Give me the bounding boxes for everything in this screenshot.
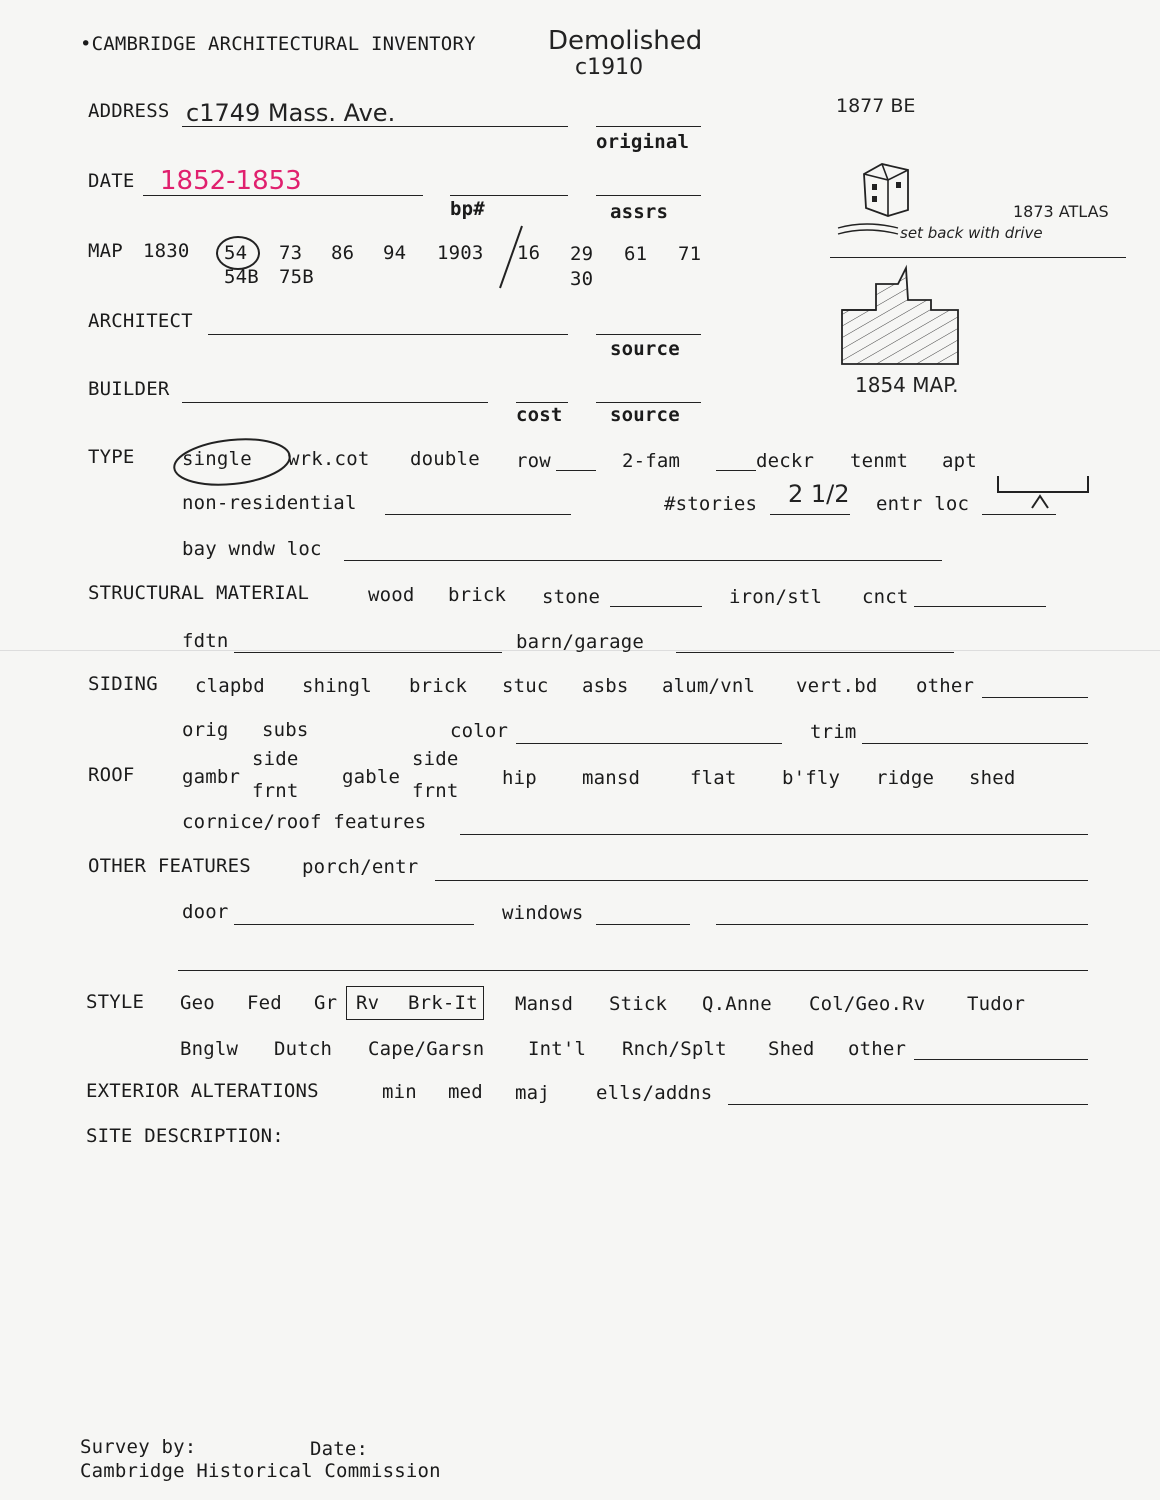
style-other-line <box>914 1059 1088 1060</box>
ext-alt-min: min <box>382 1081 417 1103</box>
roof-gable-side: side <box>412 748 459 770</box>
demolished-year-note: c1910 <box>575 55 644 80</box>
orig-label: orig <box>182 719 229 741</box>
stories-value: 2 1/2 <box>788 480 850 508</box>
assrs-line <box>596 195 701 196</box>
style-label: STYLE <box>86 991 145 1013</box>
demolished-note: Demolished <box>548 26 703 56</box>
siding-alum: alum/vnl <box>662 675 756 697</box>
architect-line <box>208 334 568 335</box>
date-value: 1852-1853 <box>160 166 302 196</box>
siding-brick: brick <box>409 675 468 697</box>
windows-line-1 <box>596 924 690 925</box>
ext-alt-ells: ells/addns <box>596 1082 713 1104</box>
style-bnglw: Bnglw <box>180 1038 239 1060</box>
corner-note: 1877 BE <box>836 95 916 117</box>
roof-bfly: b'fly <box>782 767 841 789</box>
setback-underline <box>830 257 1126 258</box>
map-86: 86 <box>331 242 355 264</box>
cost-label: cost <box>516 404 563 426</box>
type-row: row <box>516 450 551 472</box>
cornice-label: cornice/roof features <box>182 811 427 833</box>
roof-gambr-side: side <box>252 748 299 770</box>
survey-by-label: Survey by: <box>80 1436 197 1458</box>
type-tenmt: tenmt <box>850 450 909 472</box>
roof-label: ROOF <box>88 764 135 786</box>
structural-cnct-line <box>914 606 1046 607</box>
color-label: color <box>450 720 509 742</box>
entr-loc-label: entr loc <box>876 493 970 515</box>
cost-line <box>516 402 568 403</box>
windows-label: windows <box>502 902 584 924</box>
style-brk-it: Brk-It <box>408 992 478 1014</box>
style-stick: Stick <box>609 993 668 1015</box>
trim-line <box>862 743 1088 744</box>
stories-label: #stories <box>664 493 758 515</box>
roof-shed: shed <box>969 767 1016 789</box>
map-61: 61 <box>624 243 648 265</box>
subs-label: subs <box>262 719 309 741</box>
bay-wndw-line <box>344 560 942 561</box>
style-other: other <box>848 1038 907 1060</box>
stories-line <box>770 514 850 515</box>
map-29: 29 <box>570 243 594 265</box>
cornice-line <box>460 834 1088 835</box>
style-rnch: Rnch/Splt <box>622 1038 727 1060</box>
bp-label: bp# <box>450 198 485 220</box>
original-label: original <box>596 131 690 153</box>
style-rv: Rv <box>356 992 380 1014</box>
style-tudor: Tudor <box>967 993 1026 1015</box>
survey-date-label: Date: <box>310 1438 369 1460</box>
ext-alt-med: med <box>448 1081 483 1103</box>
type-single-circle <box>168 434 300 494</box>
date-label: DATE <box>88 170 135 192</box>
builder-source-label: source <box>610 404 680 426</box>
other-features-label: OTHER FEATURES <box>88 855 251 877</box>
fdtn-line <box>234 652 502 653</box>
architect-label: ARCHITECT <box>88 310 193 332</box>
style-intl: Int'l <box>528 1038 587 1060</box>
type-apt: apt <box>942 450 977 472</box>
type-2-fam: 2-fam <box>622 450 681 472</box>
roof-mansd: mansd <box>582 767 641 789</box>
style-cape: Cape/Garsn <box>368 1038 485 1060</box>
original-line <box>596 126 701 127</box>
structural-brick: brick <box>448 584 507 606</box>
porch-line <box>435 880 1088 881</box>
map-1903: 1903 <box>437 242 484 264</box>
type-deckr: deckr <box>756 450 815 472</box>
roof-ridge: ridge <box>876 767 935 789</box>
fdtn-label: fdtn <box>182 630 229 652</box>
siding-shingl: shingl <box>302 675 372 697</box>
site-description-label: SITE DESCRIPTION: <box>86 1125 284 1147</box>
structural-wood: wood <box>368 584 415 606</box>
style-gr: Gr <box>314 992 338 1014</box>
map-30: 30 <box>570 268 594 290</box>
map-75b: 75B <box>279 266 314 288</box>
map-54-circle <box>216 236 260 270</box>
map-94: 94 <box>383 242 407 264</box>
structural-label: STRUCTURAL MATERIAL <box>88 582 310 604</box>
barn-line <box>676 652 954 653</box>
architect-source-line <box>596 334 701 335</box>
roof-gable: gable <box>342 766 401 788</box>
type-double: double <box>410 448 480 470</box>
address-label: ADDRESS <box>88 100 170 122</box>
roof-hip: hip <box>502 767 537 789</box>
structural-stone-line <box>610 606 702 607</box>
trim-label: trim <box>810 721 857 743</box>
form-title-text: CAMBRIDGE ARCHITECTURAL INVENTORY <box>91 33 476 55</box>
builder-label: BUILDER <box>88 378 170 400</box>
structural-stone: stone <box>542 586 601 608</box>
windows-line-2 <box>716 924 1088 925</box>
roof-gambr: gambr <box>182 766 241 788</box>
barn-label: barn/garage <box>516 631 645 653</box>
type-deckr-line <box>716 470 756 471</box>
structural-iron: iron/stl <box>729 586 823 608</box>
address-value: c1749 Mass. Ave. <box>186 99 396 127</box>
siding-vert-bd: vert.bd <box>796 675 878 697</box>
porch-label: porch/entr <box>302 856 419 878</box>
style-dutch: Dutch <box>274 1038 333 1060</box>
map-71: 71 <box>678 243 702 265</box>
siding-other: other <box>916 675 975 697</box>
style-selection-box <box>346 986 484 1020</box>
ext-alt-label: EXTERIOR ALTERATIONS <box>86 1080 319 1102</box>
siding-other-line <box>982 697 1088 698</box>
door-label: door <box>182 901 229 923</box>
color-line <box>516 743 782 744</box>
type-label: TYPE <box>88 446 135 468</box>
builder-line <box>182 402 488 403</box>
ext-alt-line <box>728 1104 1088 1105</box>
door-line <box>234 924 474 925</box>
non-residential-label: non-residential <box>182 492 357 514</box>
footprint-sketch-icon <box>836 260 966 372</box>
map-slash-mark <box>496 222 526 292</box>
style-geo: Geo <box>180 992 215 1014</box>
map-1830: 1830 <box>143 240 190 262</box>
non-residential-line <box>385 514 571 515</box>
assrs-label: assrs <box>610 201 669 223</box>
extra-features-line <box>178 970 1088 971</box>
style-mansd: Mansd <box>515 993 574 1015</box>
setback-note: set back with drive <box>900 224 1043 242</box>
style-qanne: Q.Anne <box>702 993 772 1015</box>
map-73: 73 <box>279 242 303 264</box>
commission-name: Cambridge Historical Commission <box>80 1460 441 1482</box>
map-54b: 54B <box>224 266 259 288</box>
ext-alt-maj: maj <box>515 1082 550 1104</box>
type-wrk-cot: wrk.cot <box>288 448 370 470</box>
style-colgeo: Col/Geo.Rv <box>809 993 926 1015</box>
siding-label: SIDING <box>88 673 158 695</box>
arrow-sketch-icon <box>836 214 906 244</box>
map-label: MAP <box>88 240 123 262</box>
map-54: 54 <box>224 242 248 264</box>
style-fed: Fed <box>247 992 282 1014</box>
siding-clapbd: clapbd <box>195 675 265 697</box>
bay-wndw-label: bay wndw loc <box>182 538 322 560</box>
atlas-note: 1873 ATLAS <box>1013 202 1109 221</box>
builder-source-line <box>596 402 701 403</box>
siding-asbs: asbs <box>582 675 629 697</box>
roof-flat: flat <box>690 767 737 789</box>
roof-gambr-frnt: frnt <box>252 780 299 802</box>
entrance-location-sketch <box>992 470 1096 520</box>
siding-stuc: stuc <box>502 675 549 697</box>
bp-line <box>450 195 568 196</box>
type-single: single <box>182 448 252 470</box>
type-row-line <box>556 470 596 471</box>
structural-cnct: cnct <box>862 586 909 608</box>
form-title: •CAMBRIDGE ARCHITECTURAL INVENTORY <box>80 33 476 55</box>
house-sketch-icon <box>858 160 918 222</box>
roof-gable-frnt: frnt <box>412 780 459 802</box>
map-16: 16 <box>517 242 541 264</box>
style-shed: Shed <box>768 1038 815 1060</box>
map-1854-note: 1854 MAP. <box>855 373 959 397</box>
architect-source-label: source <box>610 338 680 360</box>
